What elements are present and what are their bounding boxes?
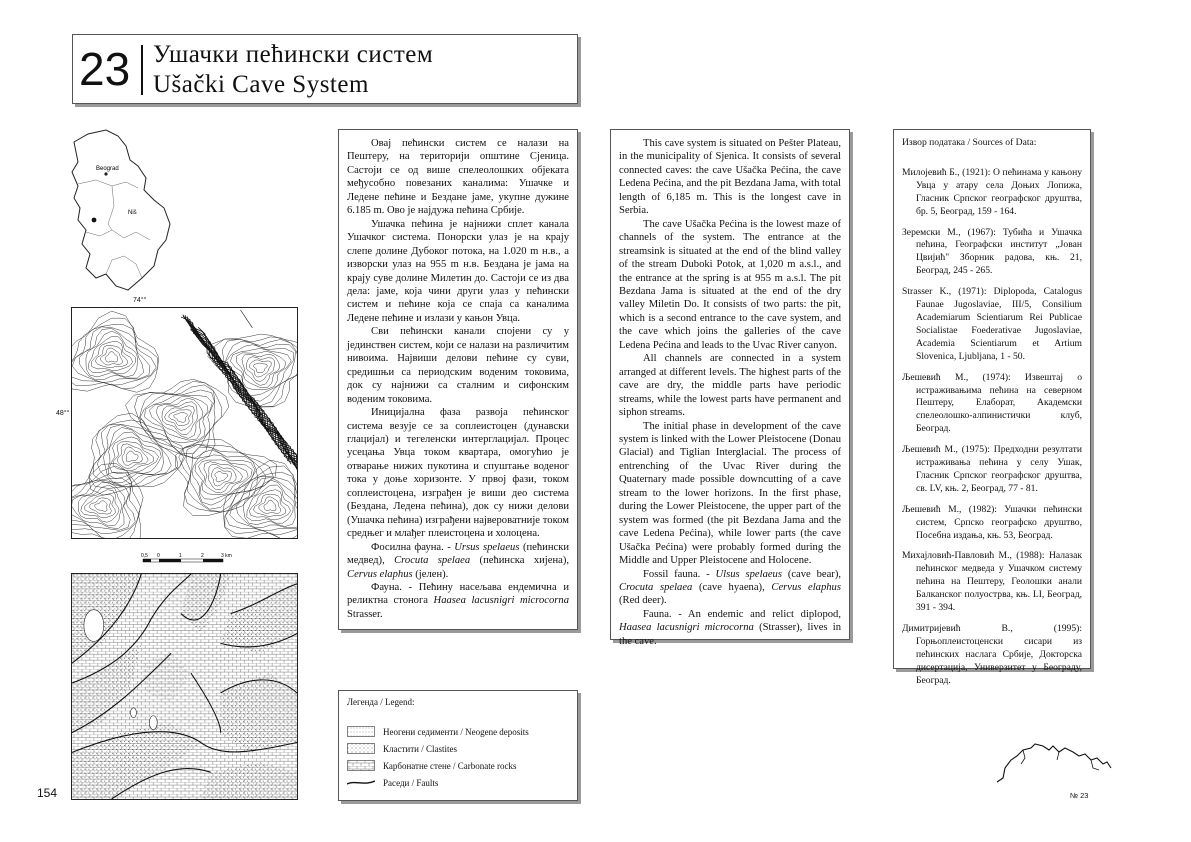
legend-item-faults (347, 774, 569, 791)
legend-item-neogene (347, 723, 569, 740)
fauna-text-en-2: (Strasser), lives in the cave. (619, 622, 842, 647)
contour-line (165, 406, 195, 431)
contour-line (117, 444, 148, 469)
contour-line (192, 450, 255, 505)
scale-label-half: 0,5 (141, 553, 148, 559)
contour-line (225, 472, 298, 534)
reference-item: Љешевић М., (1975): Предходни резултати истраживања пећина у селу Ушак, Гласник Српског географског друштва, св. LV, књ. 2, Београд, 77 - 81. (902, 444, 1082, 494)
species-ursus-en: Ulsus spelaeus (715, 568, 782, 580)
species-ursus-sr: Ursus spelaeus (454, 541, 520, 553)
sources-box (893, 129, 1091, 686)
species-ursus-common-sr: (пећински медвед), (347, 541, 570, 567)
fossil-fauna-label-en: Fossil fauna. - (643, 568, 710, 580)
map-label-nis: Niš (128, 210, 137, 216)
map-label-beograd: Beograd (96, 166, 119, 172)
contour-line (140, 385, 215, 454)
species-crocuta-sr: Crocuta spelaea (394, 555, 471, 567)
figure-number: № 23 (1070, 791, 1089, 800)
paragraph-en-fossil-fauna (619, 568, 841, 608)
fossil-fauna-label-sr: Фосилна фауна. - (371, 541, 451, 553)
reference-item: Димитријевић В., (1995): Горњоплеистоценски сисари из пећинских наслага Србије, Докторска дисертација, Универзитет у Београду, Београд. (902, 623, 1082, 686)
paragraph-en-2: The cave Ušačka Pećina is the lowest maze of channels of the system. The entrance at the streamsink is situated at the end of the blind valley of the stream Duboki Potok, at 1,020 m a.s.l., and the entrance at the spring is at 955 m a.s.l. The pit Bezdana Jama is situated at the end of the dry valley Miletin Do. It consists of two parts: the pit, which is a second entrance to the cave system, and the cave which joins the galleries of the cave Ledena Pećina and leads to the Uvac River canyon. (619, 218, 841, 351)
faults-swatch (347, 777, 375, 788)
legend-label-faults: Раседи / Faults (383, 777, 439, 788)
contour-line (106, 352, 118, 363)
scale-label-3km: 3 km (221, 553, 232, 559)
scale-label-0: 0 (157, 553, 160, 559)
contour-line (81, 490, 119, 523)
scale-bar (141, 551, 259, 565)
paragraph-en-fauna (619, 608, 841, 648)
species-haasea-sr: Haasea lacusnigri microcorna (433, 595, 569, 607)
paragraph-en-3: All channels are connected in a system arranged at different levels. The highest parts of the cave are dry, the middle parts have periodic streams, while the lowest parts have permanent and siphon streams. (619, 353, 841, 419)
contour-line (211, 468, 231, 487)
contour-line (195, 455, 252, 499)
clastites-swatch (347, 743, 375, 754)
topographic-map (71, 307, 298, 539)
contour-line (215, 471, 228, 481)
serbia-location-map (66, 128, 178, 298)
species-ursus-common-en: (cave bear), (787, 568, 841, 580)
fauna-text-en: An endemic and relict diplopod, (687, 608, 841, 620)
contour-line (199, 460, 249, 495)
paragraph-sr-fauna (347, 581, 569, 621)
paragraph-sr-3: Сви пећински канали спојени су у јединствен систем, који се налази на различитим нивоима. Највиши делови пећине су суви, средишњи са периодским воденим токовима, док су најнижи са сталним и сифонским воденим токовима. (347, 326, 569, 405)
latitude-label: 48°° (56, 410, 70, 417)
legend-label-neogene: Неогени седименти / Neogene deposits (383, 726, 529, 737)
contour-line (174, 412, 187, 422)
reference-item: Strasser K., (1971): Diplopoda, Catalogus Faunae Jugoslaviae, III/5, Consilium Academiarum Scientiarum Rei Publicae Socialistae Foederativae Jugoslaviae, Academia Scientiarum et Artium Slovenica, Ljubljana, 1 - 50. (902, 286, 1082, 362)
species-author-sr: Strasser. (347, 608, 383, 620)
contour-line (259, 497, 281, 514)
species-haasea-en: Haasea lacusnigri microcorna (619, 622, 754, 634)
legend-item-carbonate (347, 757, 569, 774)
paragraph-sr-1: Овај пећински систем се налази на Пештеру, на територији општине Сјеница. Састоји се од више спелеолошких објеката међусобно повезаних каналима: Ушачке и Ледене пећине и Бездане јаме, укупне дужине 6.185 m. Ово је најдужа пећина Србије. (347, 138, 569, 217)
species-crocuta-common-sr: (пећинска хијена), (479, 555, 569, 567)
species-cervus-common-en: (Red deer). (619, 595, 667, 607)
title-divider (141, 45, 143, 95)
geological-map (71, 573, 298, 800)
species-cervus-en: Cervus elaphus (771, 581, 841, 593)
contour-line (253, 363, 267, 373)
contour-line (126, 451, 138, 462)
reference-item: Милојевић Б., (1921): О пећинама у кањону Увца у атару села Доњих Лопижа, Гласник Српског географског друштва, бр. 5, Београд, 159 - 164. (902, 166, 1082, 217)
contour-line (78, 485, 122, 526)
legend-title: Легенда / Legend: (347, 697, 415, 707)
paragraph-en-4: The initial phase in development of the cave system is linked with the Lower Pleistocene (Donau Glacial) and Tiglian Interglacial. The process of entrenching of the Uvac River during the Quaternary made possible downcutting of a cave stream to the lower horizons. In the first phase, during the Lower Pleistocene, the upper part of the system was formed (the pit Bezdana Jama and the cave Ledena Pećina), while lower parts (the cave Ušačka Pećina) were probably formed during the Middle and Upper Pleistocene and Holocene. (619, 420, 841, 567)
longitude-label: 74°° (133, 297, 147, 304)
contour-line (246, 357, 274, 382)
contour-line (88, 336, 135, 373)
species-crocuta-en: Crocuta spelaea (619, 581, 693, 593)
neogene-swatch (347, 726, 375, 737)
contour-line (208, 464, 236, 489)
species-crocuta-common-en: (cave hyaena), (698, 581, 765, 593)
paragraph-sr-2: Ушачка пећина је најнижи сплет канала Ушачког система. Понорски улаз је на крају слепе долине Дубоког потока, на 1.020 m н.в., а изворски улаз на 955 m н.в. Бездана је јама на крају суве долине Милетин до. Састоји се из два дела: јаме, која чини други улаз у пећински систем и пећине која се спаја са каналима Ледене пећине и излази у кањон Увца. (347, 218, 569, 324)
contour-line (79, 329, 143, 380)
carbonate-swatch (347, 760, 375, 771)
legend-label-carbonate: Карбонатне стене / Carbonate rocks (383, 760, 517, 771)
contour-line (101, 348, 123, 365)
contour-line (169, 410, 192, 426)
contour-line (95, 501, 107, 512)
contour-line (156, 398, 203, 438)
chapter-number: 23 (79, 43, 131, 95)
reference-item: Љешевић М., (1982): Ушачки пећински систем, Српско географско друштво, Посебна издања, књ. 53, Београд. (902, 503, 1082, 541)
legend-box (338, 690, 578, 801)
title-serbian: Ушачки пећински систем (153, 41, 434, 68)
sources-title: Извор података / Sources of Data: (902, 137, 1037, 148)
species-cervus-common-sr: (јелен). (415, 568, 449, 580)
title-english: Ušački Cave System (153, 71, 369, 98)
fauna-text-sr: Пећину насељава ендемична и реликтна стонога (347, 581, 569, 607)
text-column-english (610, 129, 850, 647)
contour-line (145, 395, 213, 443)
reference-item: Љешевић М., (1974): Извештај о истраживањима пећина на северном Пештеру, Елаборат, Академски спелеолошко-алпинистички клуб, Београд. (902, 371, 1082, 435)
legend-item-clastites (347, 740, 569, 757)
page-number: 154 (37, 786, 58, 800)
contour-line (122, 447, 142, 465)
fauna-label-en: Fauna. - (643, 608, 682, 620)
cave-plan-sketch (995, 738, 1113, 786)
legend-label-clastites: Кластити / Clastites (383, 743, 457, 754)
title-box (72, 34, 578, 104)
paragraph-sr-4: Иницијална фаза развоја пећинског система везује се за соплеистоцен (дунавски глацијал) и тегеленски интерглацијал. Процес усецања Увца током квартара, омогућио је отварање нижих пукотина и спуштање воденог тока у доње хоризонте. У првој фази, током соплеистоцена, изграђен је виши део система (Бездана, Ледена пећина), док су нижи делови (Ушачка пећина) изграђени највероватније током средњег и млађег плеистоцена и холоцена. (347, 407, 569, 540)
contour-line (264, 500, 276, 511)
contour-line (104, 427, 164, 482)
contour-line (91, 341, 132, 370)
paragraph-en-1: This cave system is situated on Pešter Plateau, in the municipality of Sjenica. It consists of several connected caves: the cave Ušačka Pećina, the cave Ledena Pećina, and the pit Bezdana Jama, with total length of 6,185 m. This is the longest cave in Serbia. (619, 138, 841, 217)
reference-item: Михајловић-Павловић М., (1988): Налазак пећинског медведа у Ушачком систему пећина на Пештеру, Геолошки анали Балканског полуострва, књ. LI, Београд, 391 - 394. (902, 550, 1082, 614)
paragraph-sr-fossil-fauna (347, 541, 569, 581)
scale-label-1: 1 (179, 553, 182, 559)
species-cervus-sr: Cervus elaphus (347, 568, 413, 580)
scale-label-2: 2 (201, 553, 204, 559)
text-column-serbian (338, 129, 578, 630)
reference-item: Зеремски М., (1967): Тубића и Ушачка пећина, Географски институт „Јован Цвијић" Зборник радова, књ. 21, Београд, 245 - 265. (902, 226, 1082, 277)
fauna-label-sr: Фауна. - (371, 581, 413, 593)
